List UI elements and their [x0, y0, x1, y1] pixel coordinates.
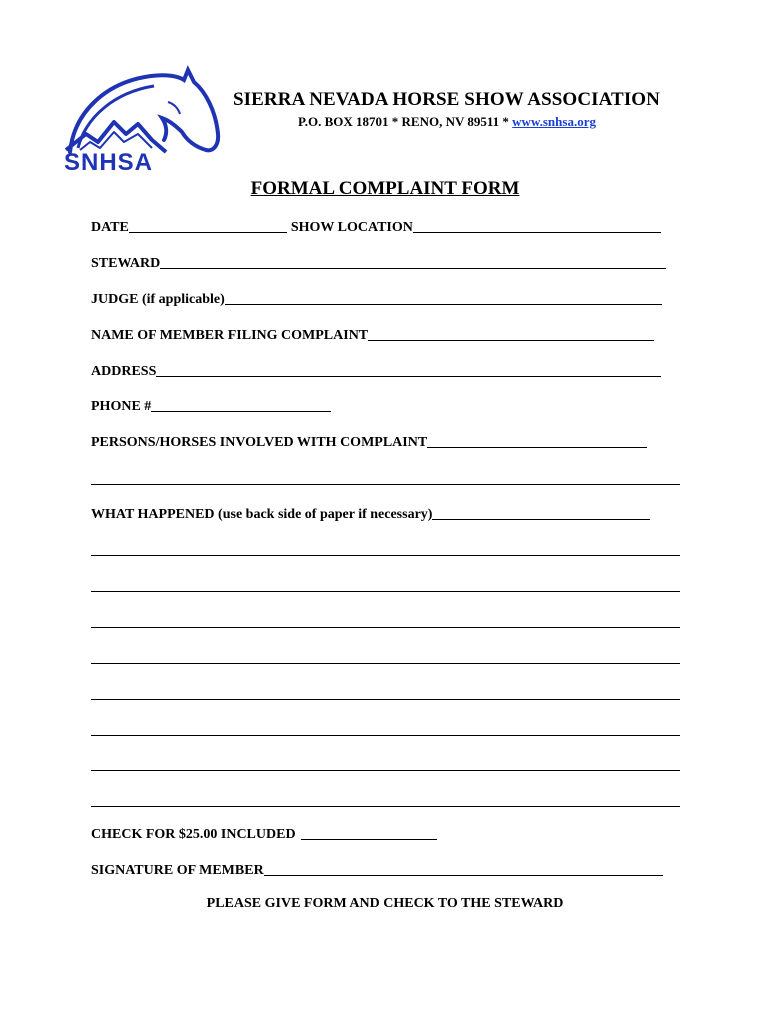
persons-label: PERSONS/HORSES INVOLVED WITH COMPLAINT	[91, 435, 428, 450]
steward-field[interactable]	[160, 267, 666, 269]
organization-name: SIERRA NEVADA HORSE SHOW ASSOCIATION	[233, 89, 661, 110]
website-link[interactable]: www.snhsa.org	[512, 114, 596, 129]
persons-row	[91, 433, 647, 451]
steward-label: STEWARD	[91, 256, 161, 271]
persons-extra-line[interactable]	[91, 484, 680, 485]
judge-field[interactable]	[225, 303, 662, 305]
narrative-line[interactable]	[91, 806, 680, 807]
narrative-line[interactable]	[91, 591, 680, 592]
check-field[interactable]	[301, 838, 437, 840]
persons-field[interactable]	[427, 446, 647, 448]
phone-label: PHONE #	[91, 399, 152, 414]
judge-label: JUDGE (if applicable)	[91, 292, 225, 307]
signature-row	[91, 861, 663, 879]
signature-label: SIGNATURE OF MEMBER	[91, 863, 264, 878]
phone-row	[91, 397, 331, 415]
narrative-line[interactable]	[91, 735, 680, 736]
address-field[interactable]	[156, 375, 661, 377]
what-happened-row	[91, 505, 650, 523]
address-text: P.O. BOX 18701 * RENO, NV 89511 *	[298, 114, 513, 129]
show-location-label: SHOW LOCATION	[290, 220, 413, 235]
what-happened-label: WHAT HAPPENED (use back side of paper if necessary)	[91, 507, 433, 522]
narrative-line[interactable]	[91, 555, 680, 556]
narrative-line[interactable]	[91, 699, 680, 700]
date-field[interactable]	[129, 231, 287, 233]
address-label: ADDRESS	[91, 364, 157, 379]
narrative-line[interactable]	[91, 770, 680, 771]
check-label: CHECK FOR $25.00 INCLUDED	[91, 827, 296, 842]
member-name-row	[91, 326, 654, 344]
date-label: DATE	[91, 220, 129, 235]
show-location-field[interactable]	[413, 231, 661, 233]
narrative-line[interactable]	[91, 663, 680, 664]
logo-text: SNHSA	[64, 149, 154, 174]
footer-instruction: PLEASE GIVE FORM AND CHECK TO THE STEWARD	[206, 896, 564, 911]
check-row	[91, 825, 437, 843]
signature-field[interactable]	[264, 874, 663, 876]
form-title-text: FORMAL COMPLAINT FORM	[250, 178, 520, 199]
judge-row	[91, 290, 662, 308]
narrative-line[interactable]	[91, 627, 680, 628]
address-row	[91, 362, 661, 380]
phone-field[interactable]	[151, 410, 331, 412]
what-happened-field[interactable]	[432, 518, 650, 520]
form-title	[0, 178, 770, 200]
member-name-field[interactable]	[368, 339, 654, 341]
organization-address	[298, 114, 596, 130]
date-location-row	[91, 218, 661, 236]
steward-row	[91, 254, 666, 272]
snhsa-logo	[56, 62, 224, 174]
member-name-label: NAME OF MEMBER FILING COMPLAINT	[91, 328, 369, 343]
